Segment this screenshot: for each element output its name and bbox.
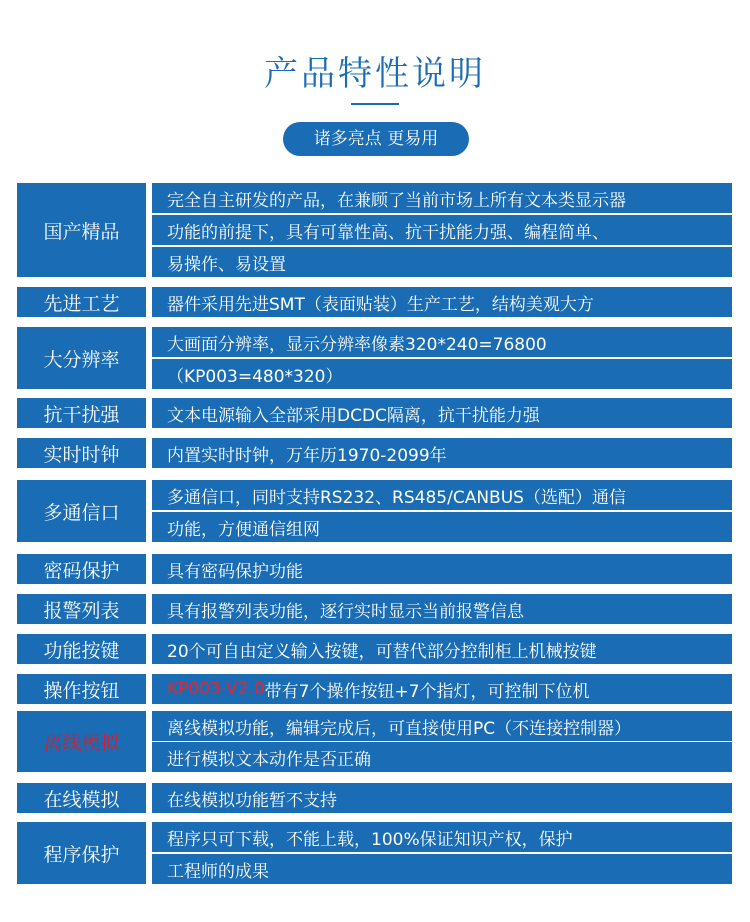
- feature-label: 离线模拟: [17, 711, 146, 772]
- feature-description: [152, 287, 732, 317]
- feature-line: 在线模拟功能暂不支持: [152, 783, 732, 813]
- feature-row-interference: [17, 398, 732, 428]
- feature-label: 多通信口: [17, 480, 146, 542]
- feature-label: 在线模拟: [17, 783, 146, 813]
- feature-description: [152, 594, 732, 624]
- feature-line: 工程师的成果: [152, 854, 732, 884]
- feature-line: 器件采用先进SMT（表面贴装）生产工艺，结构美观大方: [152, 287, 732, 317]
- feature-description: [152, 438, 732, 468]
- feature-row-program-protect: [17, 822, 732, 884]
- feature-row-buttons: [17, 674, 732, 704]
- feature-row-offline-sim: [17, 711, 732, 772]
- feature-line: 多通信口，同时支持RS232、RS485/CANBUS（选配）通信: [152, 480, 732, 510]
- page-title: 产品特性说明: [264, 54, 486, 94]
- subtitle-badge: 诸多亮点 更易用: [283, 122, 469, 156]
- feature-line: 文本电源输入全部采用DCDC隔离，抗干扰能力强: [152, 398, 732, 428]
- feature-row-resolution: [17, 327, 732, 389]
- feature-label: 程序保护: [17, 822, 146, 884]
- feature-label: 报警列表: [17, 594, 146, 624]
- feature-description: [152, 634, 732, 664]
- feature-description: [152, 327, 732, 389]
- feature-label: 操作按钮: [17, 674, 146, 704]
- feature-row-process: [17, 287, 732, 317]
- feature-row-online-sim: [17, 783, 732, 813]
- feature-description: [152, 398, 732, 428]
- feature-description: [152, 783, 732, 813]
- feature-row-alarm: [17, 594, 732, 624]
- feature-line: 程序只可下载，不能上载，100%保证知识产权，保护: [152, 822, 732, 852]
- feature-description: [152, 822, 732, 884]
- feature-line: （KP003=480*320）: [152, 359, 732, 389]
- feature-label: 密码保护: [17, 554, 146, 584]
- feature-description: [152, 480, 732, 542]
- feature-row-comm: [17, 480, 732, 542]
- feature-line: 20个可自由定义输入按键，可替代部分控制柜上机械按键: [152, 634, 732, 664]
- feature-line: 功能的前提下，具有可靠性高、抗干扰能力强、编程简单、: [152, 215, 732, 245]
- feature-line: 大画面分辨率，显示分辨率像素320*240=76800: [152, 327, 732, 357]
- feature-label: 国产精品: [17, 183, 146, 277]
- feature-line: 完全自主研发的产品，在兼顾了当前市场上所有文本类显示器: [152, 183, 732, 213]
- feature-row-keys: [17, 634, 732, 664]
- feature-line: 具有报警列表功能，逐行实时显示当前报警信息: [152, 594, 732, 624]
- feature-row-password: [17, 554, 732, 584]
- feature-line: [152, 674, 732, 704]
- feature-label: 先进工艺: [17, 287, 146, 317]
- feature-row-domestic: [17, 183, 732, 277]
- feature-line-text: 带有7个操作按钮+7个指灯，可控制下位机: [264, 681, 590, 702]
- feature-description: [152, 711, 732, 772]
- feature-line: 内置实时时钟，万年历1970-2099年: [152, 438, 732, 468]
- title-divider: [351, 103, 399, 105]
- feature-description: [152, 554, 732, 584]
- feature-line: 进行模拟文本动作是否正确: [152, 742, 732, 772]
- feature-label: 功能按键: [17, 634, 146, 664]
- feature-line: 易操作、易设置: [152, 247, 732, 277]
- feature-line: 功能，方便通信组网: [152, 512, 732, 542]
- feature-line: 离线模拟功能，编辑完成后，可直接使用PC（不连接控制器）: [152, 711, 732, 741]
- feature-description: [152, 183, 732, 277]
- model-highlight: KP003-V2.0: [167, 679, 265, 699]
- feature-label: 实时时钟: [17, 438, 146, 468]
- feature-label: 大分辨率: [17, 327, 146, 389]
- feature-description: [152, 674, 732, 704]
- feature-line: 具有密码保护功能: [152, 554, 732, 584]
- feature-row-clock: [17, 438, 732, 468]
- feature-label: 抗干扰强: [17, 398, 146, 428]
